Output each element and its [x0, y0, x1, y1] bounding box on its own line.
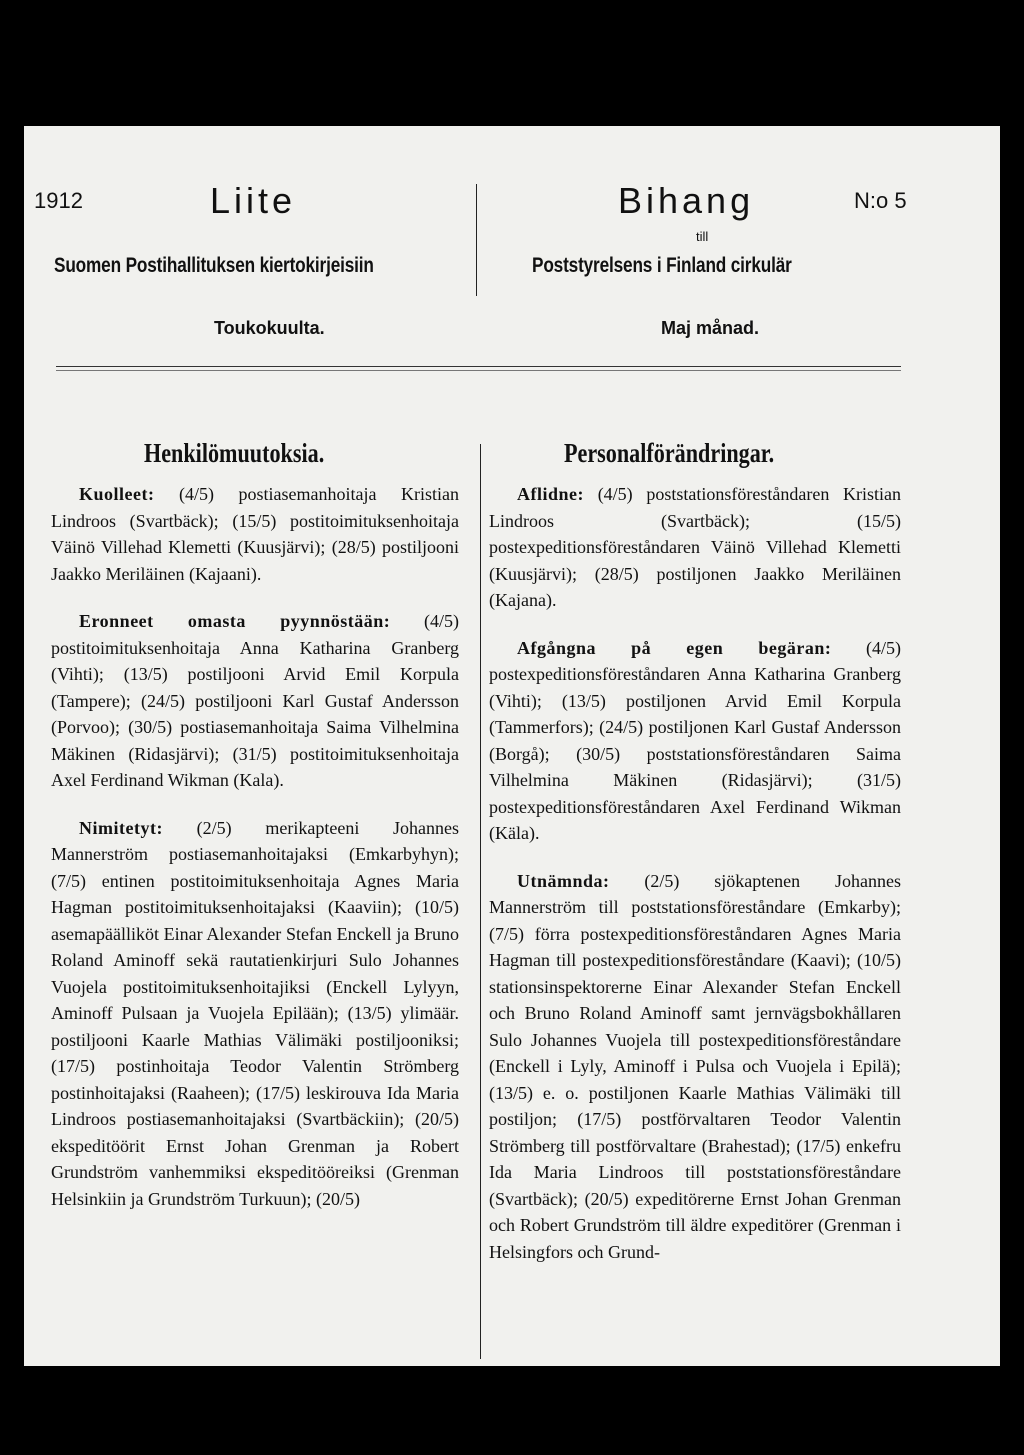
paragraph-lead: Aflidne:	[517, 484, 584, 504]
right-subtitle: Poststyrelsens i Finland cirkulär	[532, 254, 792, 277]
paragraph	[489, 868, 901, 1266]
finnish-heading: Henkilömuutoksia.	[144, 438, 325, 468]
paragraph-body: (4/5) postitoimituksenhoitaja Anna Katharina Granberg (Vihti); (13/5) postiljooni Arvid Emil Korpula (Tampere); (24/5) postiljooni Karl Gustaf Andersson (Porvoo); (30/5) postiasemanhoitaja Saima Vilhelmina Mäkinen (Ridasjärvi); (31/5) postitoimituksenhoitaja Axel Ferdinand Wikman (Kala).	[51, 611, 459, 790]
column-divider	[480, 444, 481, 1359]
header-divider	[476, 184, 477, 296]
left-title: Liite	[210, 180, 297, 221]
paragraph-body: (2/5) sjökaptenen Johannes Mannerström till poststationsföreståndare (Emkarby); (7/5) förra postexpeditionsföreståndaren Agnes Maria Hagman till postexpeditionsföreståndare (Kaavi); (10/5) stationsinspektorerne Einar Alexander Stefan Enckell och Bruno Roland Aminoff samt jernvägsbokhållaren Sulo Johannes Vuojela till postexpeditionsföreståndare (Enckell i Lyly, Aminoff i Pulsa och Vuojela i Epilä); (13/5) e. o. postiljonen Kaarle Mathias Välimäki till postiljon; (17/5) postförvaltaren Teodor Valentin Strömberg till postförvaltare (Brahestad); (17/5) enkefru Ida Maria Lindroos till poststationsföreståndare (Svartbäck); (20/5) expeditörerne Ernst Johan Grenman och Robert Grundström till äldre expeditörer (Grenman i Helsingfors och Grund-	[489, 870, 901, 1262]
till-label: till	[696, 229, 709, 244]
paragraph	[51, 481, 459, 587]
paragraph-lead: Kuolleet:	[79, 484, 155, 504]
paragraph-body: (4/5) poststationsföreståndaren Kristian Lindroos (Svartbäck); (15/5) postexpeditionsföreståndaren Väinö Villehad Klemetti (Kuusjärvi); (28/5) postiljonen Jaakko Meriläinen (Kajana).	[489, 484, 901, 610]
header-rule	[56, 366, 901, 367]
swedish-heading: Personalförändringar.	[564, 438, 775, 468]
paragraph-body: (2/5) merikapteeni Johannes Mannerström postiasemanhoitajaksi (Emkarbyhyn); (7/5) entinen postitoimituksenhoitaja Agnes Maria Hagman postitoimituksenhoitajaksi (Kaaviin); (10/5) asemapäälliköt Einar Alexander Stefan Enckell ja Bruno Roland Aminoff sekä rautatienkirjuri Sulo Johannes Vuojela postitoimituksenhoitajiksi (Enckell Lylyyn, Aminoff Pulsaan ja Vuojela Epilään); (13/5) ylimäär. postiljooni Kaarle Mathias Välimäki postiljooniksi; (17/5) postinhoitaja Teodor Valentin Strömberg postinhoitajaksi (Raaheen); (17/5) leskirouva Ida Maria Lindroos postiasemanhoitajaksi (Svartbäckiin); (20/5) ekspeditöörit Ernst Johan Grenman ja Robert Grundström vanhemmiksi ekspeditööreiksi (Grenman Helsinkiin ja Grundström Turkuun); (20/5)	[51, 817, 460, 1209]
paragraph-lead: Nimitetyt:	[79, 817, 163, 838]
paragraph	[489, 635, 901, 847]
paragraph	[489, 481, 901, 614]
paragraph	[51, 815, 459, 1213]
document-page	[24, 126, 1000, 1366]
paragraph-lead: Afgångna på egen begäran:	[517, 637, 832, 658]
year: 1912	[34, 188, 83, 213]
swedish-column	[489, 481, 901, 1286]
issue-number: N:o 5	[854, 188, 907, 213]
paragraph	[51, 608, 459, 794]
header-rule-2	[56, 370, 901, 371]
right-month: Maj månad.	[661, 318, 760, 338]
paragraph-body: (4/5) postexpeditionsföreståndaren Anna Katharina Granberg (Vihti); (13/5) postiljonen Arvid Emil Korpula (Tammerfors); (24/5) postiljonen Karl Gustaf Andersson (Borgå); (30/5) poststationsföreståndaren Saima Vilhelmina Mäkinen (Ridasjärvi); (31/5) postexpeditionsföreståndaren Axel Ferdinand Wikman (Käla).	[489, 637, 901, 843]
paragraph-body: (4/5) postiasemanhoitaja Kristian Lindroos (Svartbäck); (15/5) postitoimituksenhoitaja Väinö Villehad Klemetti (Kuusjärvi); (28/5) postiljooni Jaakko Meriläinen (Kajaani).	[51, 484, 459, 584]
left-month: Toukokuulta.	[214, 318, 325, 338]
right-title: Bihang	[618, 180, 755, 221]
paragraph-lead: Eronneet omasta pyynnöstään:	[79, 611, 391, 631]
left-subtitle: Suomen Postihallituksen kiertokirjeisiin	[54, 254, 374, 277]
paragraph-lead: Utnämnda:	[517, 870, 610, 891]
finnish-column	[51, 481, 459, 1233]
